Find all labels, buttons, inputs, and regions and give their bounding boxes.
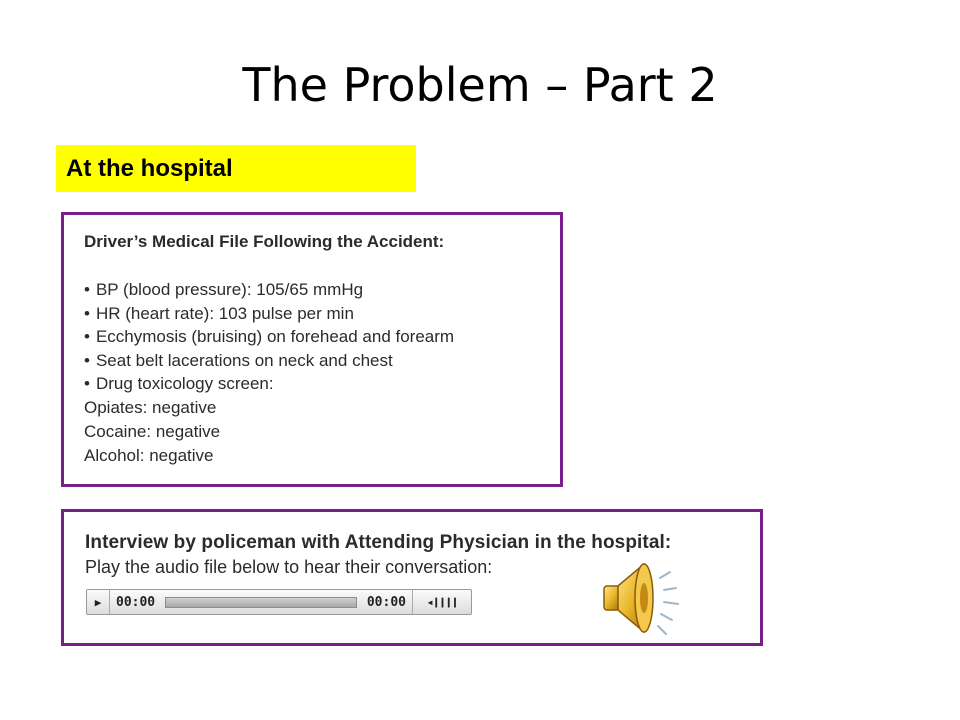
section-banner: At the hospital <box>56 145 416 192</box>
list-item: • Drug toxicology screen: <box>84 372 560 396</box>
interview-box <box>61 509 763 646</box>
medical-file-list <box>84 278 560 396</box>
audio-player[interactable] <box>86 589 472 615</box>
list-item: • BP (blood pressure): 105/65 mmHg <box>84 278 560 302</box>
medical-file-heading: Driver’s Medical File Following the Accident: <box>84 232 445 251</box>
list-item: • HR (heart rate): 103 pulse per min <box>84 302 560 326</box>
speaker-volume-icon[interactable] <box>598 556 688 640</box>
toxicology-result: Cocaine: negative <box>84 421 221 441</box>
list-item: • Seat belt lacerations on neck and chest <box>84 349 560 373</box>
toxicology-result: Alcohol: negative <box>84 445 214 465</box>
total-time: 00:00 <box>366 594 406 610</box>
interview-heading: Interview by policeman with Attending Physician in the hospital: <box>85 532 672 553</box>
list-item: • Ecchymosis (bruising) on forehead and forearm <box>84 325 560 349</box>
medical-file-box <box>61 212 563 487</box>
play-button[interactable]: ▶ <box>87 590 110 614</box>
toxicology-result: Opiates: negative <box>84 397 217 417</box>
slide-title: The Problem – Part 2 <box>242 58 718 112</box>
volume-icon[interactable]: ◂❙❙❙❙ <box>412 590 471 614</box>
seek-bar[interactable] <box>165 597 357 608</box>
current-time: 00:00 <box>116 594 156 610</box>
interview-instruction: Play the audio file below to hear their conversation: <box>85 557 493 577</box>
